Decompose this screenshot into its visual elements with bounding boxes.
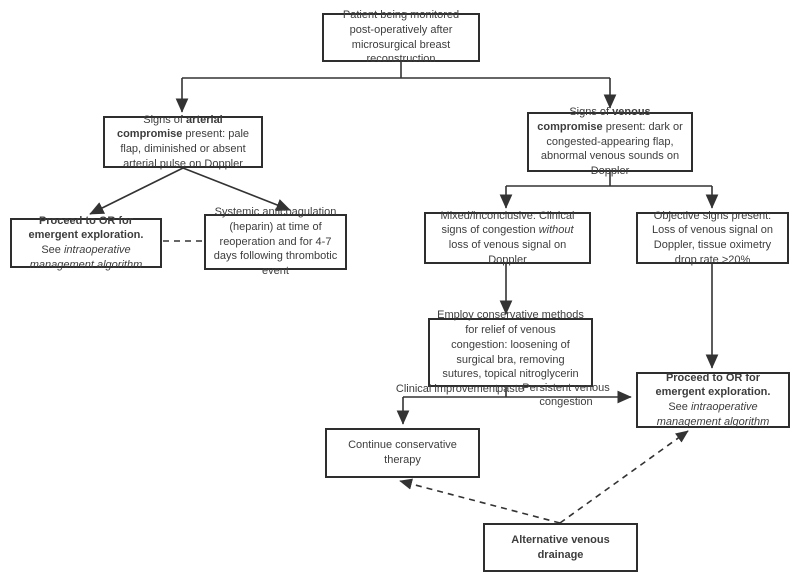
edge-label-clinical-improvement: Clinical improvement bbox=[395, 383, 498, 395]
node-mixed-inconclusive: Mixed/inconclusive: Clinical signs of congestion without loss of venous signal on Doppler bbox=[424, 212, 591, 264]
node-venous-compromise: Signs of venous compromise present: dark or congested-appearing flap, abnormal venous sounds on Doppler bbox=[527, 112, 693, 172]
node-alternative-venous-drainage: Alternative venous drainage bbox=[483, 523, 638, 572]
node-patient-monitored bbox=[322, 9, 480, 66]
node-objective-signs: Objective signs present: Loss of venous signal on Doppler, tissue oximetry drop rate >20% bbox=[636, 212, 789, 264]
edge-label-persistent-congestion: Persistent venous congestion bbox=[522, 382, 610, 408]
node-conservative-methods: Employ conservative methods for relief of venous congestion: loosening of surgical bra, removing sutures, topical nitroglycerin paste bbox=[428, 318, 593, 387]
node-proceed-or-left: Proceed to OR for emergent exploration. See intraoperative management algorithm bbox=[10, 218, 162, 268]
node-proceed-or-right: Proceed to OR for emergent exploration. See intraoperative management algorithm bbox=[636, 372, 790, 428]
node-patient-text: Patient being monitored post-operatively after microsurgical breast reconstruction bbox=[342, 9, 460, 66]
node-arterial-compromise: Signs of arterial compromise present: pale flap, diminished or absent arterial pulse on Doppler bbox=[103, 116, 263, 168]
node-continue-conservative: Continue conservative therapy bbox=[325, 428, 480, 478]
node-systemic-anticoagulation: Systemic anticoagulation (heparin) at time of reoperation and for 4-7 days following thrombotic event bbox=[204, 214, 347, 270]
